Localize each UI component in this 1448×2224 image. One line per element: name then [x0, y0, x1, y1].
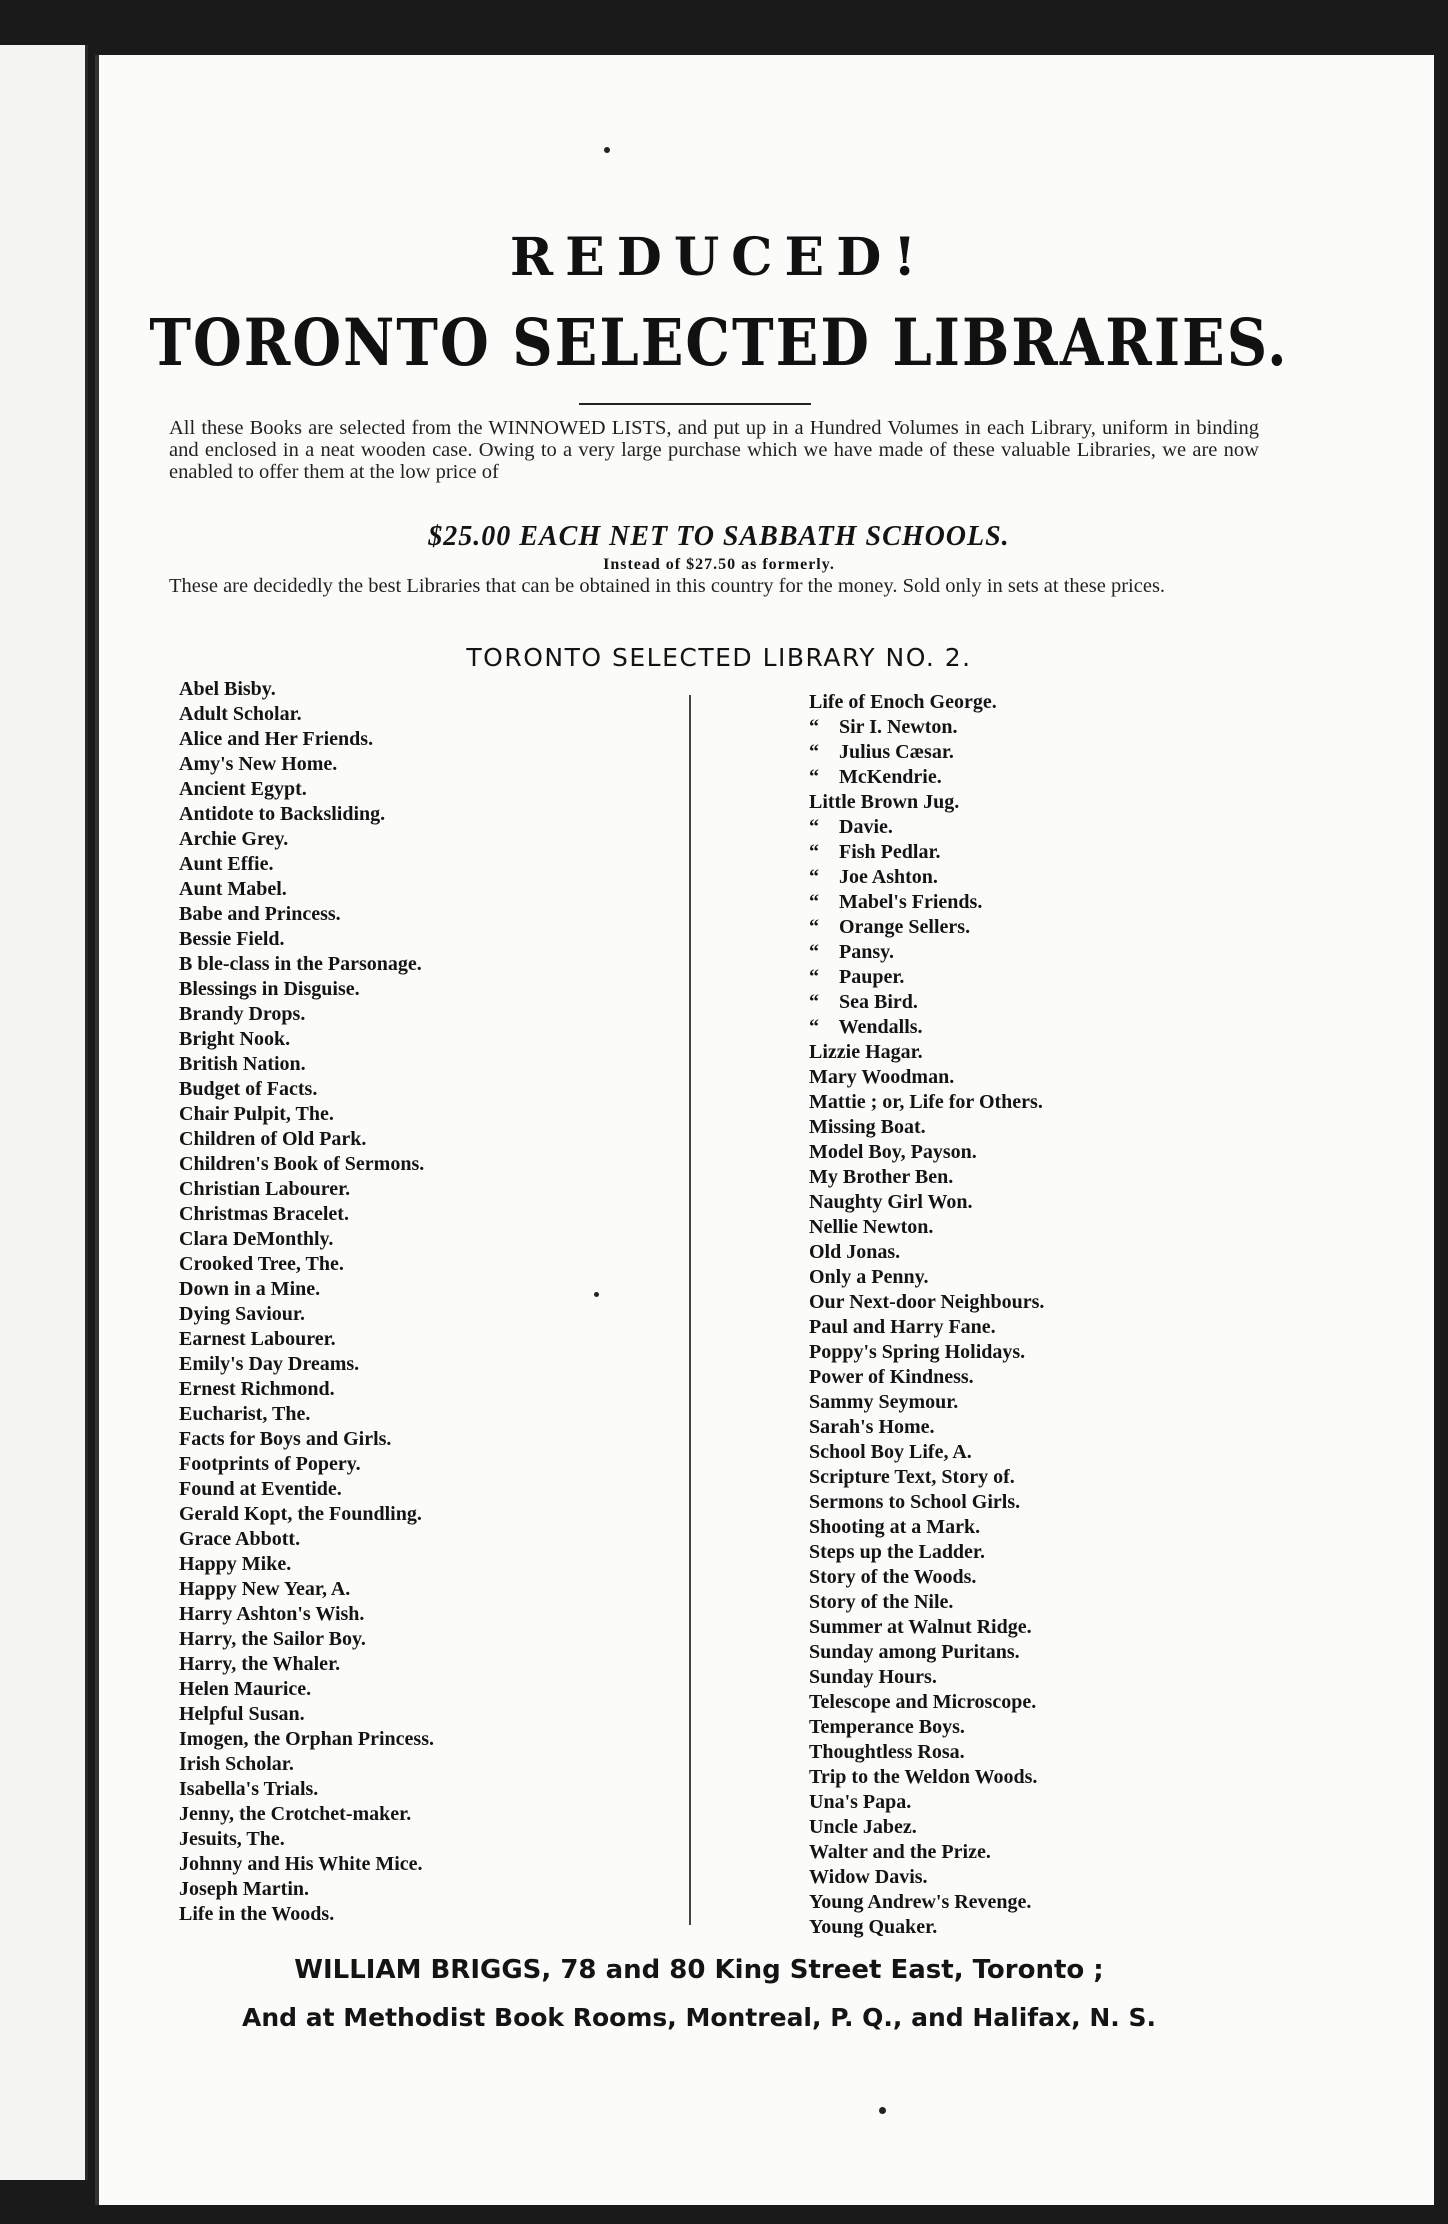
book-title: Walter and the Prize.	[809, 1841, 991, 1863]
book-title: Abel Bisby.	[179, 678, 276, 700]
reduced-heading: REDUCED!	[509, 227, 929, 288]
book-title: Blessings in Disguise.	[179, 978, 360, 1000]
book-title: Grace Abbott.	[179, 1528, 301, 1550]
book-title: Helen Maurice.	[179, 1678, 312, 1700]
library-heading: TORONTO SELECTED LIBRARY NO. 2.	[466, 643, 972, 672]
book-title: Widow Davis.	[809, 1866, 928, 1888]
book-title: Harry, the Whaler.	[179, 1653, 341, 1675]
book-title: “ Pansy.	[809, 941, 895, 963]
book-title: Isabella's Trials.	[179, 1778, 319, 1800]
book-title: Budget of Facts.	[179, 1078, 318, 1100]
book-title: Sunday among Puritans.	[809, 1641, 1020, 1663]
book-title: Story of the Nile.	[809, 1591, 954, 1613]
book-title: Bessie Field.	[179, 928, 285, 950]
book-title: “ Sea Bird.	[809, 991, 918, 1013]
book-title: Happy New Year, A.	[179, 1578, 351, 1600]
book-title: Dying Saviour.	[179, 1303, 305, 1325]
book-title: Steps up the Ladder.	[809, 1541, 985, 1563]
book-title: Story of the Woods.	[809, 1566, 977, 1588]
book-title: Life in the Woods.	[179, 1903, 335, 1925]
book-title: Children of Old Park.	[179, 1128, 367, 1150]
book-title: Eucharist, The.	[179, 1403, 311, 1425]
book-title: Adult Scholar.	[179, 703, 302, 725]
advertisement-page	[95, 55, 1434, 2205]
book-title: Jesuits, The.	[179, 1828, 285, 1850]
book-title: Children's Book of Sermons.	[179, 1153, 425, 1175]
book-title: “ Davie.	[809, 816, 893, 838]
facing-page-edge	[0, 45, 88, 2180]
page-content	[139, 55, 1299, 2205]
book-title: Christmas Bracelet.	[179, 1203, 349, 1225]
book-title: Aunt Mabel.	[179, 878, 287, 900]
book-title: Power of Kindness.	[809, 1366, 974, 1388]
column-divider	[689, 695, 691, 1925]
book-title: Sermons to School Girls.	[809, 1491, 1021, 1513]
book-title: Bright Nook.	[179, 1028, 291, 1050]
book-list-right	[809, 690, 1209, 1940]
book-title: Sammy Seymour.	[809, 1391, 959, 1413]
book-title: Scripture Text, Story of.	[809, 1466, 1015, 1488]
book-title: Lizzie Hagar.	[809, 1041, 923, 1063]
book-title: Joseph Martin.	[179, 1878, 309, 1900]
book-title: Brandy Drops.	[179, 1003, 306, 1025]
book-title: Shooting at a Mark.	[809, 1516, 981, 1538]
book-title: Ancient Egypt.	[179, 778, 307, 800]
book-title: Sunday Hours.	[809, 1666, 937, 1688]
book-title: Emily's Day Dreams.	[179, 1353, 360, 1375]
book-title: Found at Eventide.	[179, 1478, 342, 1500]
book-title: Christian Labourer.	[179, 1178, 351, 1200]
book-title: “ Wendalls.	[809, 1016, 923, 1038]
book-title: Thoughtless Rosa.	[809, 1741, 965, 1763]
title-rule	[579, 403, 811, 405]
book-title: Old Jonas.	[809, 1241, 901, 1263]
book-title: Telescope and Microscope.	[809, 1691, 1037, 1713]
branches-line: And at Methodist Book Rooms, Montreal, P. Q., and Halifax, N. S.	[241, 2003, 1156, 2032]
book-title: Gerald Kopt, the Foundling.	[179, 1503, 422, 1525]
book-title: Poppy's Spring Holidays.	[809, 1341, 1026, 1363]
book-title: “ Joe Ashton.	[809, 866, 938, 888]
book-title: Helpful Susan.	[179, 1703, 305, 1725]
book-title: Young Quaker.	[809, 1916, 938, 1938]
book-title: Harry, the Sailor Boy.	[179, 1628, 366, 1650]
book-title: Jenny, the Crotchet-maker.	[179, 1803, 412, 1825]
book-title: My Brother Ben.	[809, 1166, 954, 1188]
book-title: Life of Enoch George.	[809, 691, 997, 713]
print-speck	[604, 147, 610, 153]
book-title: Summer at Walnut Ridge.	[809, 1616, 1032, 1638]
book-title: Mary Woodman.	[809, 1066, 955, 1088]
page-title: TORONTO SELECTED LIBRARIES.	[149, 305, 1289, 381]
intro-paragraph: All these Books are selected from the WINNOWED LISTS, and put up in a Hundred Volumes in each Library, uniform in binding and enclosed in a neat wooden case. Owing to a very large purchase which we have made of these valuable Libraries, we are now enabled to offer them at the low price of	[169, 417, 1259, 483]
print-speck	[879, 2107, 886, 2114]
book-title: Harry Ashton's Wish.	[179, 1603, 365, 1625]
book-title: Amy's New Home.	[179, 753, 338, 775]
book-title: Una's Papa.	[809, 1791, 912, 1813]
book-title: Temperance Boys.	[809, 1716, 965, 1738]
price-line: $25.00 EACH NET TO SABBATH SCHOOLS.	[428, 521, 1010, 552]
book-title: Johnny and His White Mice.	[179, 1853, 423, 1875]
book-title: Alice and Her Friends.	[179, 728, 374, 750]
recommendation-paragraph: These are decidedly the best Libraries that can be obtained in this country for the money. Sold only in sets at these prices.	[169, 575, 1166, 597]
print-speck	[594, 1292, 599, 1297]
book-title: “ McKendrie.	[809, 766, 942, 788]
book-title: Naughty Girl Won.	[809, 1191, 973, 1213]
book-title: Crooked Tree, The.	[179, 1253, 344, 1275]
book-title: Uncle Jabez.	[809, 1816, 917, 1838]
book-title: Earnest Labourer.	[179, 1328, 336, 1350]
book-title: Imogen, the Orphan Princess.	[179, 1728, 434, 1750]
book-title: “ Mabel's Friends.	[809, 891, 983, 913]
book-title: “ Fish Pedlar.	[809, 841, 941, 863]
book-title: Archie Grey.	[179, 828, 289, 850]
book-title: Little Brown Jug.	[809, 791, 960, 813]
book-title: Nellie Newton.	[809, 1216, 934, 1238]
publisher-line: WILLIAM BRIGGS, 78 and 80 King Street East, Toronto ;	[294, 1955, 1104, 1985]
book-title: British Nation.	[179, 1053, 306, 1075]
book-title: Clara DeMonthly.	[179, 1228, 334, 1250]
former-price-line: Instead of $27.50 as formerly.	[603, 556, 835, 573]
book-title: Facts for Boys and Girls.	[179, 1428, 392, 1450]
book-title: B ble-class in the Parsonage.	[179, 953, 422, 975]
book-title: “ Sir I. Newton.	[809, 716, 958, 738]
book-title: Our Next-door Neighbours.	[809, 1291, 1045, 1313]
book-title: Model Boy, Payson.	[809, 1141, 977, 1163]
book-title: Chair Pulpit, The.	[179, 1103, 334, 1125]
book-title: Happy Mike.	[179, 1553, 292, 1575]
book-title: Antidote to Backsliding.	[179, 803, 386, 825]
book-title: Sarah's Home.	[809, 1416, 935, 1438]
book-title: “ Orange Sellers.	[809, 916, 971, 938]
book-list-left	[179, 677, 539, 1927]
book-title: Trip to the Weldon Woods.	[809, 1766, 1038, 1788]
book-title: Paul and Harry Fane.	[809, 1316, 996, 1338]
book-title: “ Julius Cæsar.	[809, 741, 954, 763]
book-title: Only a Penny.	[809, 1266, 929, 1288]
book-title: Young Andrew's Revenge.	[809, 1891, 1032, 1913]
book-title: Missing Boat.	[809, 1116, 926, 1138]
book-title: Mattie ; or, Life for Others.	[809, 1091, 1043, 1113]
book-title: Ernest Richmond.	[179, 1378, 335, 1400]
book-title: Aunt Effie.	[179, 853, 274, 875]
book-title: Footprints of Popery.	[179, 1453, 361, 1475]
book-title: Down in a Mine.	[179, 1278, 321, 1300]
book-title: Irish Scholar.	[179, 1753, 294, 1775]
book-title: “ Pauper.	[809, 966, 905, 988]
book-title: Babe and Princess.	[179, 903, 341, 925]
book-title: School Boy Life, A.	[809, 1441, 972, 1463]
